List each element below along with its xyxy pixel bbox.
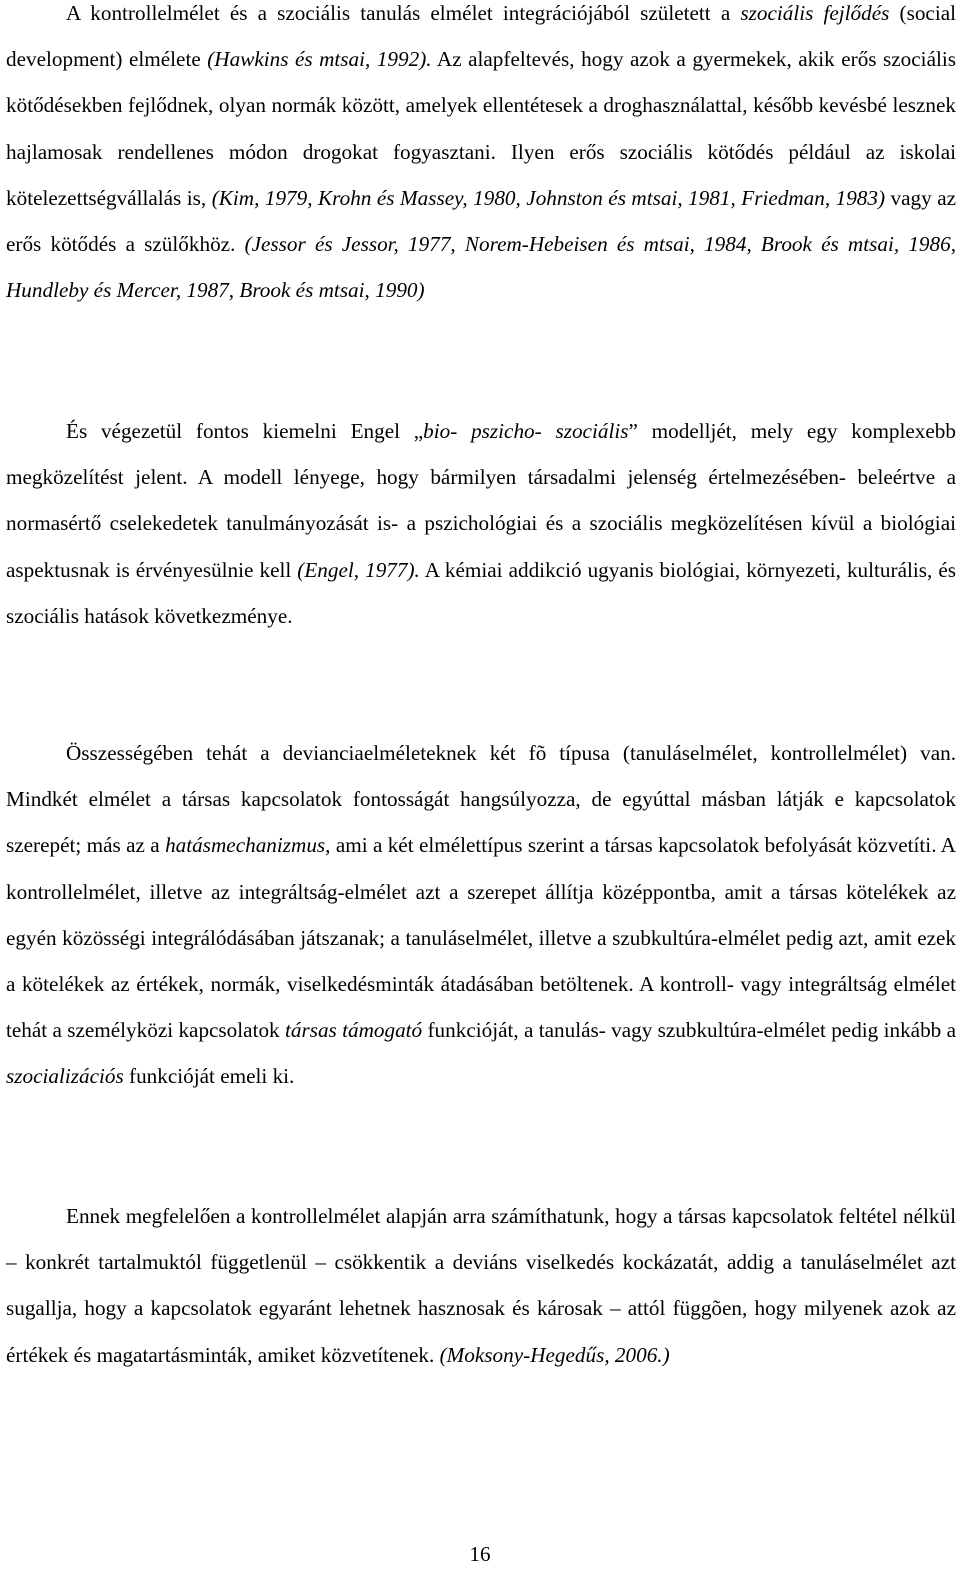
italic-text-run: szociális fejlődés xyxy=(740,1,890,25)
text-run: (social development) elmélete xyxy=(6,1,956,72)
text-run: A kontrollelmélet és a szociális tanulás elmélet integrációjából született a xyxy=(66,1,741,25)
text-run: Ennek megfelelően a kontrollelmélet alapján arra számíthatunk, hogy a társas kapcsolatok feltétel nélkül – konkrét tartalmuktól függetlenül – csökkentik a deviáns viselkedés kockázatát, addig a tanuláselmélet azt sugallja, hogy a kapcsolatok egyaránt lehetnek hasznosak és károsak – attól függõen, hogy milyenek azok az értékek és magatartásminták, amiket közvetítenek. xyxy=(6,1204,956,1367)
text-run: funkcióját emeli ki. xyxy=(123,1064,295,1089)
text-run: Összességében tehát a devianciaelméleteknek két fõ típusa (tanuláselmélet, kontrollelmélet) van. Mindkét elmélet a társas kapcsolatok fontosságát hangsúlyozza, de egyúttal másban látják e kapcsolatok szerepét; más az a xyxy=(6,741,956,858)
paragraph-deviance-theories-summary xyxy=(6,730,956,1100)
italic-text-run: társas támogató xyxy=(284,1018,423,1043)
italic-text-run: (Hawkins és mtsai, 1992). xyxy=(207,47,432,72)
italic-text-run: hatásmechanizmus xyxy=(165,833,326,858)
italic-text-run: bio- pszicho- szociális xyxy=(423,419,629,443)
page-number: 16 xyxy=(469,1542,491,1566)
text-run: A kémiai addikció ugyanis biológiai, környezeti, kulturális, és szociális hatások következménye. xyxy=(6,557,956,628)
italic-text-run: szocializációs xyxy=(6,1064,124,1089)
italic-text-run: (Moksony-Hegedűs, 2006.) xyxy=(439,1342,670,1367)
text-run: , ami a két elmélettípus szerint a társas kapcsolatok befolyását közvetíti. A kontrollelmélet, illetve az integráltság-elmélet azt a szerepet állítja középpontba, amit a társas kötelékek az egyén közösségi integrálódásában játszanak; a tanuláselmélet, illetve a szubkultúra-elmélet pedig azt, amit ezek a kötelékek az értékek, normák, viselkedésminták átadásában betöltenek. A kontroll- vagy integráltság elmélet tehát a személyközi kapcsolatok xyxy=(6,833,956,1043)
text-run: vagy az erős kötődés a szülőkhöz. xyxy=(6,185,957,257)
paragraph-social-development xyxy=(6,0,956,313)
text-run: Az alapfeltevés, hogy azok a gyermekek, akik erős szociális kötődésekben fejlődnek, olyan normák között, amelyek ellentétesek a droghasználattal, később kevésbé lesznek hajlamosak rendellenes módon drogokat fogyasztani. Ilyen erős szociális kötődés például az iskolai kötelezettségvállalás is, xyxy=(6,47,956,210)
text-run: ” modelljét, mely egy komplexebb megközelítést jelent. A modell lényege, hogy bármilyen társadalmi jelenség értelmezésében- beleértve a normasértő cselekedetek tanulmányozását is- a pszichológiai és a szociális megközelítésen kívül a biológiai aspektusnak is érvényesülnie kell xyxy=(6,419,956,582)
italic-text-run: (Engel, 1977). xyxy=(297,557,420,582)
italic-text-run: (Kim, 1979, Krohn és Massey, 1980, Johnston és mtsai, 1981, Friedman, 1983) xyxy=(211,185,886,210)
paragraph-engel-model xyxy=(6,408,956,639)
paragraph-control-vs-learning xyxy=(6,1193,956,1378)
text-run: És végezetül fontos kiemelni Engel „ xyxy=(66,419,424,443)
italic-text-run: (Jessor és Jessor, 1977, Norem-Hebeisen és mtsai, 1984, Brook és mtsai, 1986, Hundleby és Mercer, 1987, Brook és mtsai, 1990) xyxy=(6,232,956,303)
text-run: funkcióját, a tanulás- vagy szubkultúra-elmélet pedig inkább a xyxy=(422,1018,956,1043)
